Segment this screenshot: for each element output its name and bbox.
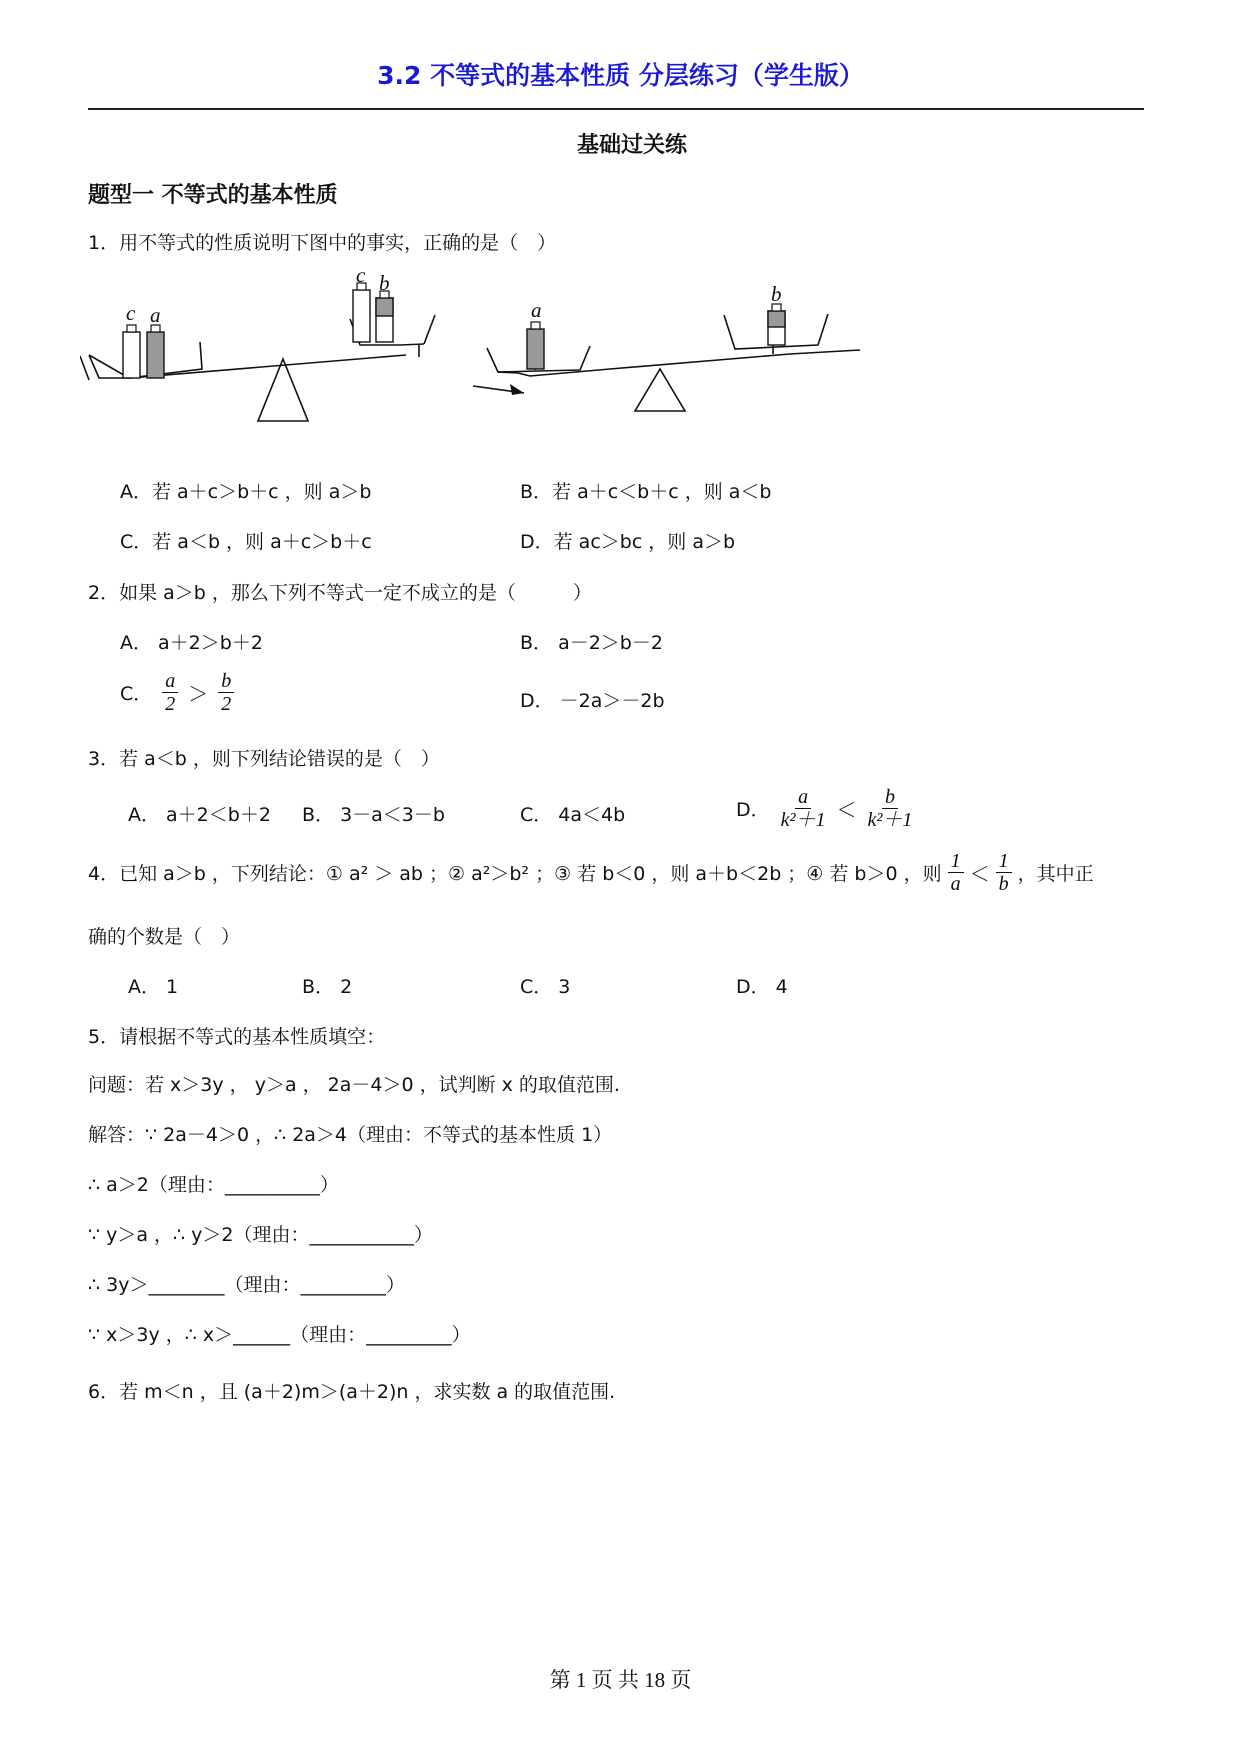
title-divider (88, 108, 1144, 110)
q4-stem-part1: 4．已知 a＞b ，下列结论：① a² ＞ ab ；② a²＞b² ；③ 若 b＜0 ，则 a＋b＜2b ；④ 若 b＞0 ，则 (88, 863, 942, 885)
weight-b-second-fill (768, 311, 785, 327)
label-c-right: c (356, 270, 366, 287)
q2-option-c-left-fraction (162, 670, 178, 715)
page-footer: 第 1 页 共 18 页 (549, 1668, 692, 1692)
q5-line-4[interactable]: ∴ 3y＞________（理由：_________） (88, 1274, 405, 1296)
q2-option-c-label: C． (120, 683, 153, 705)
label-c-left: c (126, 301, 136, 325)
q1-stem: 1．用不等式的性质说明下图中的事实，正确的是（ ） (88, 232, 557, 254)
q1-option-c[interactable]: C．若 a＜b ，则 a＋c＞b＋c (120, 531, 372, 553)
left-fulcrum (258, 359, 308, 421)
q4-option-c[interactable]: C． 3 (520, 976, 571, 998)
q4-operator: ＜ (969, 864, 990, 886)
fraction-numerator: 1 (996, 850, 1012, 873)
document-title: 3.2 不等式的基本性质 分层练习（学生版） (377, 61, 864, 90)
q3-option-d[interactable] (736, 786, 915, 831)
question-type-heading: 题型一 不等式的基本性质 (88, 183, 338, 208)
q4-stem (88, 850, 1094, 895)
q4-option-b[interactable]: B． 2 (302, 976, 353, 998)
q3-option-d-left-fraction (778, 786, 829, 831)
fraction-numerator: b (218, 670, 234, 693)
label-a-left: a (150, 303, 161, 327)
fraction-numerator: a (162, 670, 178, 693)
label-b-second: b (771, 282, 782, 306)
q3-option-c[interactable]: C． 4a＜4b (520, 804, 626, 826)
q3-stem: 3．若 a＜b ，则下列结论错误的是（ ） (88, 748, 440, 770)
q4-left-fraction (948, 850, 964, 895)
q4-stem-line2: 确的个数是（ ） (88, 926, 241, 948)
q2-option-d[interactable]: D． －2a＞－2b (520, 690, 665, 712)
q4-right-fraction (996, 850, 1012, 895)
q6-stem: 6．若 m＜n ，且 (a＋2)m＞(a＋2)n ，求实数 a 的取值范围. (88, 1381, 616, 1403)
q4-stem-part2: ，其中正 (1017, 863, 1094, 885)
fraction-denominator: k²＋1 (780, 809, 826, 831)
fraction-numerator: 1 (948, 850, 964, 873)
q3-option-d-operator: ＜ (836, 800, 857, 822)
fraction-denominator: 2 (165, 693, 176, 715)
fraction-denominator: k²＋1 (867, 809, 913, 831)
balance-scale-figure (80, 270, 940, 460)
section-heading: 基础过关练 (576, 133, 687, 158)
weight-a-second (527, 329, 544, 369)
q5-line-2[interactable]: ∴ a＞2（理由：__________） (88, 1174, 339, 1196)
fraction-denominator: a (950, 873, 961, 895)
q1-option-a[interactable]: A．若 a＋c＞b＋c ，则 a＞b (120, 481, 372, 503)
q5-line-3[interactable]: ∵ y＞a ，∴ y＞2（理由：___________） (88, 1224, 434, 1246)
weight-c-left-cap (127, 325, 136, 332)
q4-option-a[interactable]: A． 1 (128, 976, 179, 998)
q3-option-d-label: D． (736, 799, 770, 821)
left-pan-right-rim (424, 315, 435, 344)
right-scale-beam (498, 350, 860, 376)
q1-option-b[interactable]: B．若 a＋c＜b＋c ，则 a＜b (520, 481, 772, 503)
q2-stem: 2．如果 a＞b ，那么下列不等式一定不成立的是（ ） (88, 582, 592, 604)
q5-line-5[interactable]: ∵ x＞3y ，∴ x＞______（理由：_________） (88, 1324, 471, 1346)
q2-option-c[interactable] (120, 670, 234, 715)
left-pan-left-rim (80, 356, 89, 380)
right-fulcrum (635, 369, 685, 411)
weight-c-left (123, 332, 140, 378)
q1-option-d[interactable]: D．若 ac＞bc ，则 a＞b (520, 531, 736, 553)
label-b-right: b (379, 271, 390, 295)
q3-option-a[interactable]: A． a＋2＜b＋2 (128, 804, 271, 826)
q2-option-b[interactable]: B． a－2＞b－2 (520, 632, 663, 654)
weight-a-left (147, 332, 164, 378)
weight-b-right-fill (376, 298, 393, 316)
q2-option-c-right-fraction (218, 670, 234, 715)
q3-option-d-right-fraction (865, 786, 916, 831)
fraction-numerator: a (795, 786, 811, 809)
q5-stem: 5．请根据不等式的基本性质填空： (88, 1026, 386, 1048)
q2-option-c-operator: ＞ (188, 684, 209, 706)
fraction-denominator: b (998, 873, 1009, 895)
fraction-numerator: b (882, 786, 898, 809)
fraction-denominator: 2 (221, 693, 232, 715)
q5-problem: 问题：若 x＞3y ， y＞a ， 2a－4＞0 ，试判断 x 的取值范围. (88, 1074, 620, 1096)
weight-a-second-cap (531, 322, 540, 329)
q4-option-d[interactable]: D． 4 (736, 976, 788, 998)
q5-line-1: 解答：∵ 2a－4＞0 ，∴ 2a＞4（理由：不等式的基本性质 1） (88, 1124, 613, 1146)
label-a-second: a (531, 298, 542, 322)
q3-option-b[interactable]: B． 3－a＜3－b (302, 804, 445, 826)
q2-option-a[interactable]: A． a＋2＞b＋2 (120, 632, 263, 654)
weight-c-right (353, 290, 370, 342)
